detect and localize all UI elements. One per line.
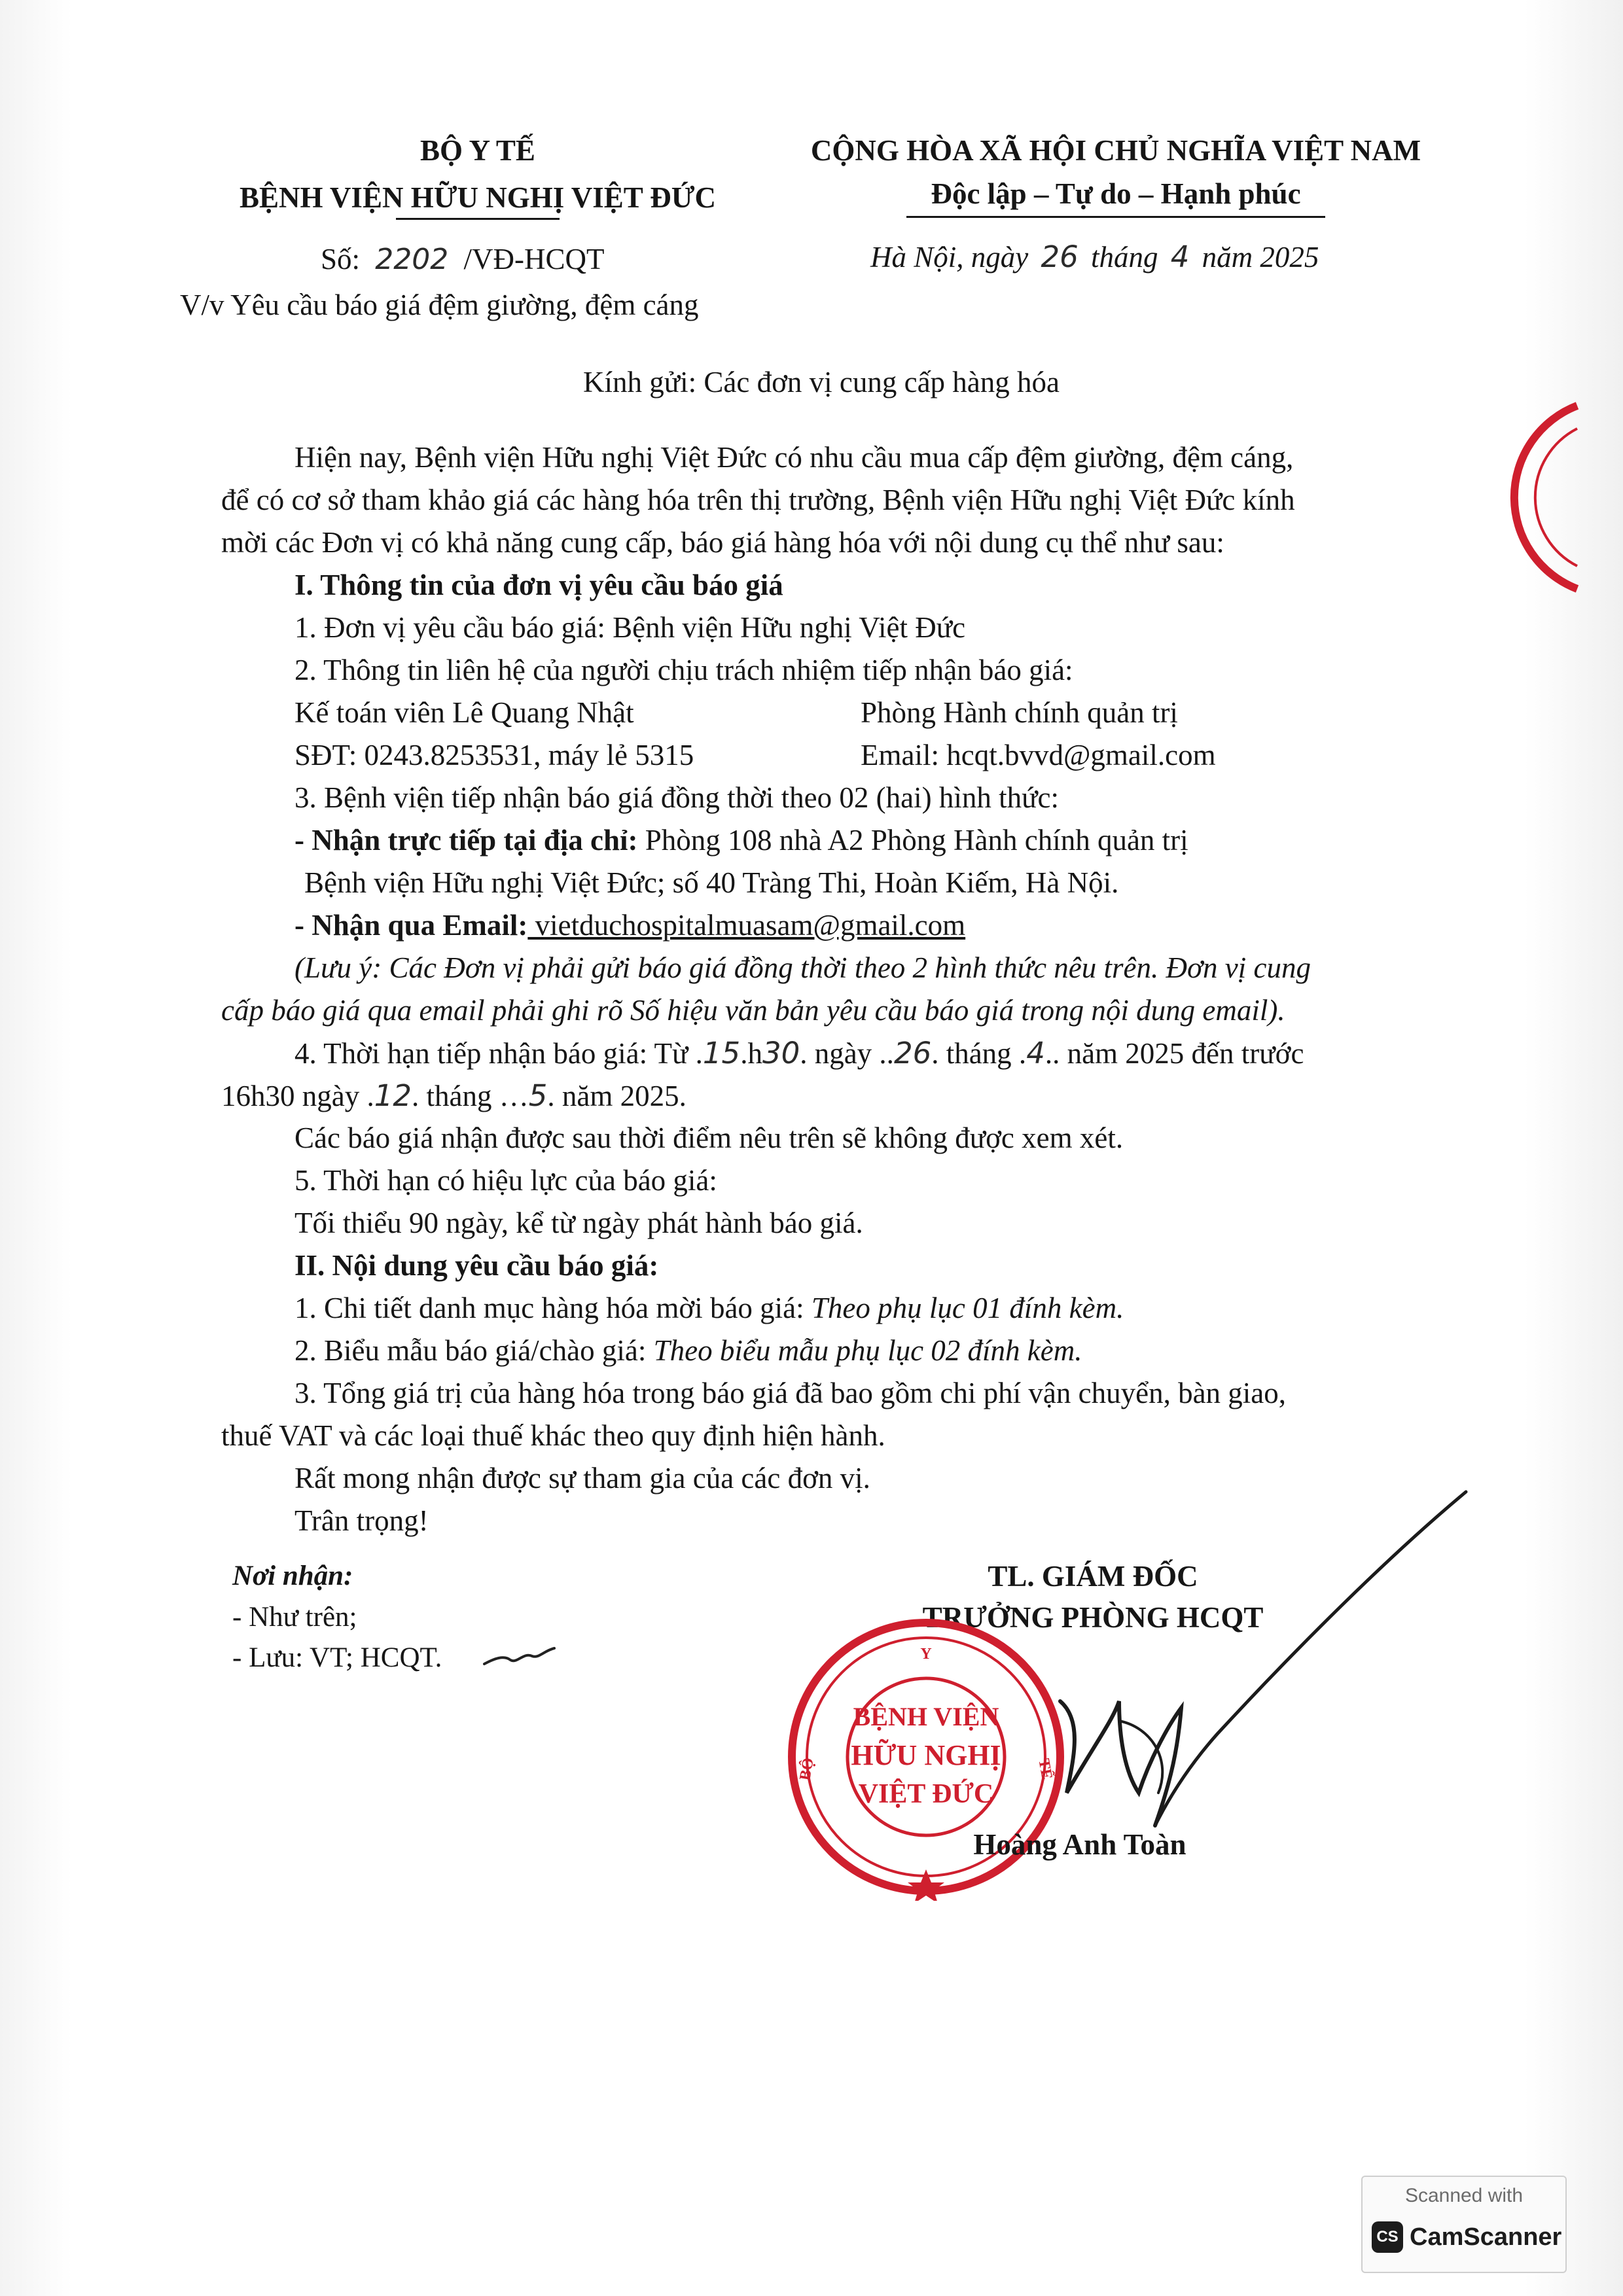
intro-line-1: Hiện nay, Bệnh viện Hữu nghị Việt Đức có nhu cầu mua cấp đệm giường, đệm cáng,: [294, 441, 1294, 474]
late-submission-note: Các báo giá nhận được sau thời điểm nêu trên sẽ không được xem xét.: [294, 1122, 1124, 1154]
section-2-item-2: 2. Biểu mẫu báo giá/chào giá: Theo biểu mẫu phụ lục 02 đính kèm.: [294, 1334, 1082, 1367]
stamp-text-line-1: BỆNH VIỆN: [853, 1702, 999, 1731]
recipients-title: Nơi nhận:: [232, 1561, 353, 1591]
handwritten-start-month: 4: [1026, 1036, 1045, 1070]
stamp-ring-left: BỘ: [796, 1756, 817, 1782]
contact-phone: SĐT: 0243.8253531, máy lẻ 5315: [294, 739, 694, 771]
stamp-ring-right: TẾ: [1035, 1757, 1056, 1781]
republic-title: CỘNG HÒA XÃ HỘI CHỦ NGHĨA VIỆT NAM: [810, 134, 1421, 167]
closing-line-1: Rất mong nhận được sự tham gia của các đơn vị.: [294, 1462, 870, 1494]
camscanner-watermark: [1361, 2176, 1567, 2273]
signer-name: Hoàng Anh Toàn: [973, 1828, 1186, 1861]
handwritten-day: 26: [1041, 239, 1079, 274]
handwritten-end-month: 5: [528, 1078, 548, 1113]
hospital-name: BỆNH VIỆN HỮU NGHỊ VIỆT ĐỨC: [239, 181, 717, 214]
scan-edge-left: [0, 0, 72, 2296]
handwritten-start-day: 26: [893, 1036, 932, 1070]
closing-line-2: Trân trọng!: [294, 1504, 429, 1537]
section-1-item-2: 2. Thông tin liên hệ của người chịu trách nhiệm tiếp nhận báo giá:: [294, 654, 1073, 686]
note-line-1: (Lưu ý: Các Đơn vị phải gửi báo giá đồng thời theo 2 hình thức nêu trên. Đơn vị cung: [294, 951, 1311, 984]
watermark-line-2: CamScanner: [1410, 2223, 1562, 2251]
direct-delivery-address: Bệnh viện Hữu nghị Việt Đức; số 40 Tràng Thi, Hoàn Kiếm, Hà Nội.: [304, 866, 1119, 899]
validity-title: 5. Thời hạn có hiệu lực của báo giá:: [294, 1164, 717, 1197]
section-1-item-1: 1. Đơn vị yêu cầu báo giá: Bệnh viện Hữu nghị Việt Đức: [294, 611, 966, 644]
email-delivery-line: - Nhận qua Email: vietduchospitalmuasam@gmail.com: [294, 909, 966, 942]
document-subject: V/v Yêu cầu báo giá đệm giường, đệm cáng: [180, 289, 699, 321]
motto-underline: [906, 216, 1325, 218]
initials-scribble: [481, 1639, 560, 1672]
issue-date: Hà Nội, ngày 26 tháng 4 năm 2025: [870, 239, 1319, 274]
hospital-underline: [396, 218, 560, 220]
stamp-text-line-2: HỮU NGHỊ: [851, 1739, 1001, 1771]
scan-edge-right: [1525, 0, 1623, 2296]
section-1-item-3: 3. Bệnh viện tiếp nhận báo giá đồng thời theo 02 (hai) hình thức:: [294, 781, 1059, 814]
contact-email: Email: hcqt.bvvd@gmail.com: [861, 739, 1216, 771]
validity-text: Tối thiểu 90 ngày, kể từ ngày phát hành báo giá.: [294, 1207, 863, 1239]
signing-position: TRƯỞNG PHÒNG HCQT: [922, 1601, 1264, 1634]
partial-stamp-edge: [1505, 393, 1584, 602]
deadline-line-2: 16h30 ngày .12. tháng …5. năm 2025.: [221, 1078, 687, 1113]
intro-line-3: mời các Đơn vị có khả năng cung cấp, báo giá hàng hóa với nội dung cụ thể như sau:: [221, 526, 1224, 559]
signature-scribble: [1021, 1485, 1479, 1852]
section-2-item-3-line-2: thuế VAT và các loại thuế khác theo quy định hiện hành.: [221, 1419, 885, 1452]
section-2-item-1: 1. Chi tiết danh mục hàng hóa mời báo giá: Theo phụ lục 01 đính kèm.: [294, 1292, 1124, 1324]
handwritten-end-day: 12: [374, 1078, 412, 1113]
section-2-item-3-line-1: 3. Tổng giá trị của hàng hóa trong báo giá đã bao gồm chi phí vận chuyển, bàn giao,: [294, 1377, 1287, 1409]
watermark-line-1: Scanned with: [1404, 2185, 1524, 2206]
intro-line-2: để có cơ sở tham khảo giá các hàng hóa trên thị trường, Bệnh viện Hữu nghị Việt Đức kính: [221, 484, 1295, 516]
deadline-line-1: 4. Thời hạn tiếp nhận báo giá: Từ .15.h30. ngày ..26. tháng .4.. năm 2025 đến trước: [294, 1036, 1304, 1070]
recipients-item-1: - Như trên;: [232, 1602, 357, 1633]
handwritten-doc-number: 2202: [375, 243, 449, 276]
stamp-ring-top: Y: [920, 1646, 932, 1663]
handwritten-hour: 15: [702, 1036, 741, 1070]
signing-authority: TL. GIÁM ĐỐC: [988, 1560, 1198, 1593]
stamp-text-line-3: VIỆT ĐỨC: [858, 1779, 994, 1809]
contact-department: Phòng Hành chính quản trị: [861, 696, 1178, 729]
handwritten-minute: 30: [762, 1036, 800, 1070]
document-number: Số: 2202 /VĐ-HCQT: [321, 243, 605, 276]
national-motto: Độc lập – Tự do – Hạnh phúc: [931, 177, 1301, 210]
section-1-title: I. Thông tin của đơn vị yêu cầu báo giá: [294, 569, 783, 601]
ministry-name: BỘ Y TẾ: [420, 134, 535, 167]
note-line-2: cấp báo giá qua email phải ghi rõ Số hiệu văn bản yêu cầu báo giá trong nội dung email).: [221, 994, 1285, 1027]
contact-name: Kế toán viên Lê Quang Nhật: [294, 696, 634, 729]
recipient-line: Kính gửi: Các đơn vị cung cấp hàng hóa: [582, 366, 1060, 398]
direct-delivery-line: - Nhận trực tiếp tại địa chỉ: Phòng 108 nhà A2 Phòng Hành chính quản trị: [294, 824, 1188, 857]
recipients-item-2: - Lưu: VT; HCQT.: [232, 1642, 442, 1673]
handwritten-month: 4: [1170, 239, 1190, 274]
email-link[interactable]: vietduchospitalmuasam@gmail.com: [527, 909, 966, 942]
section-2-title: II. Nội dung yêu cầu báo giá:: [294, 1249, 659, 1282]
camscanner-logo-icon: CS: [1372, 2221, 1403, 2253]
